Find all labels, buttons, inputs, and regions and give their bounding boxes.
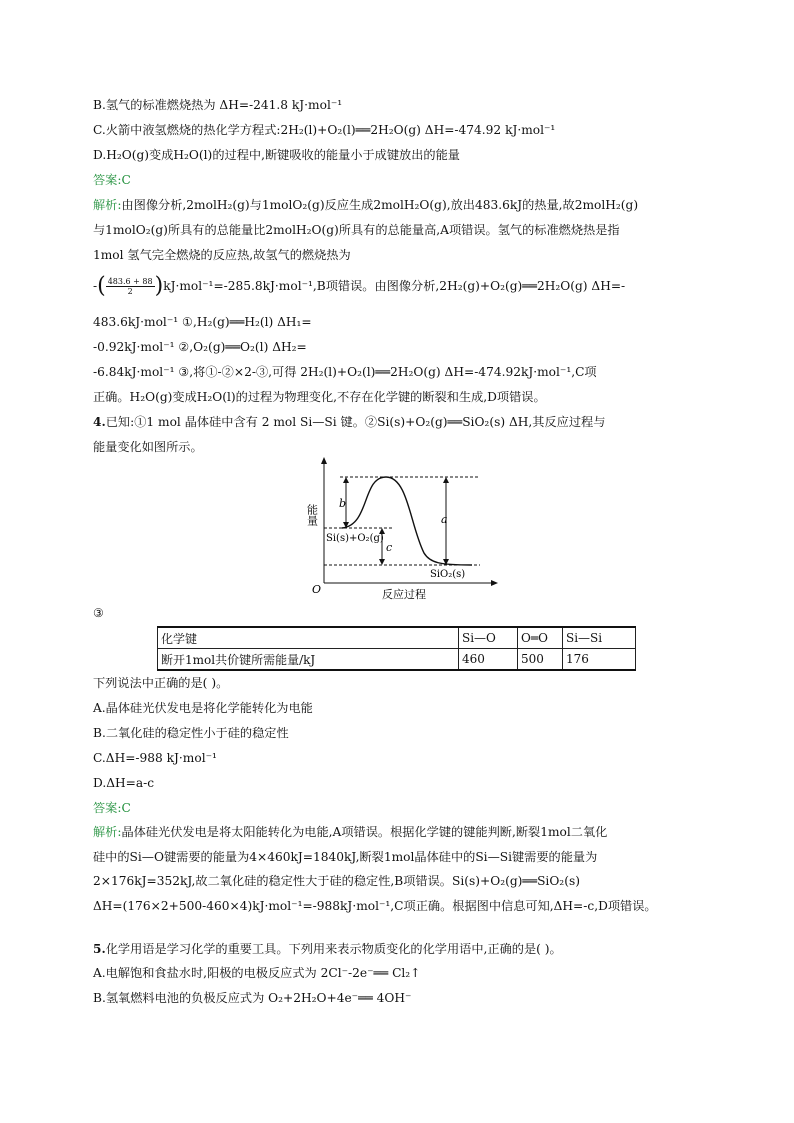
- analysis-text: 晶体硅光伏发电是将太阳能转化为电能,A项错误。根据化学键的键能判断,断裂1mol二氧化: [121, 825, 608, 839]
- table-header-cell: Si—Si: [563, 627, 636, 649]
- fraction: [106, 277, 155, 296]
- q3-analysis-line-4: [93, 275, 713, 297]
- table-header-row: [158, 627, 636, 649]
- x-axis-arrow: [491, 580, 498, 586]
- q4-analysis-line-4: ΔH=(176×2+500-460×4)kJ·mol⁻¹=-988kJ·mol⁻¹,C项正确。根据图中信息可知,ΔH=-c,D项错误。: [93, 899, 657, 913]
- left-paren: (: [97, 273, 106, 299]
- analysis-label: 解析:: [93, 198, 122, 212]
- q3-analysis-line-1: [93, 196, 713, 214]
- analysis-text: 由图像分析,2molH₂(g)与1molO₂(g)反应生成2molH₂O(g),放出483.6kJ的热量,故2molH₂(g): [121, 198, 639, 212]
- label-b: b: [339, 497, 347, 510]
- table-cell: 500: [518, 649, 563, 671]
- question-stem: 化学用语是学习化学的重要工具。下列用来表示物质变化的化学用语中,正确的是( )。: [105, 942, 562, 956]
- right-paren: ): [154, 273, 164, 299]
- q4-option-a: A.晶体硅光伏发电是将化学能转化为电能: [93, 701, 313, 715]
- q4-analysis-line-2: 硅中的Si—O键需要的能量为4×460kJ=1840kJ,断裂1mol晶体硅中的Si—Si键需要的能量为: [93, 850, 598, 864]
- table-header-cell: O═O: [518, 627, 563, 649]
- question-number: 5.: [93, 942, 106, 956]
- label-a: a: [441, 513, 448, 526]
- q3-analysis-line-3: 1mol 氢气完全燃烧的反应热,故氢气的燃烧热为: [93, 248, 351, 262]
- q3-option-d: D.H₂O(g)变成H₂O(l)的过程中,断键吸收的能量小于成键放出的能量: [93, 148, 460, 162]
- analysis-text: kJ·mol⁻¹=-285.8kJ·mol⁻¹,B项错误。由图像分析,2H₂(g)+O₂(g)══2H₂O(g) ΔH=-: [163, 279, 626, 293]
- q4-stem-line-2: 能量变化如图所示。: [93, 440, 203, 454]
- q5-option-a: A.电解饱和食盐水时,阳极的电极反应式为 2Cl⁻-2e⁻══ Cl₂↑: [93, 966, 421, 980]
- question-number: 4.: [93, 415, 106, 429]
- y-axis-label: 能量: [305, 504, 319, 526]
- q4-analysis-line-3: 2×176kJ=352kJ,故二氧化硅的稳定性大于硅的稳定性,B项错误。Si(s)+O₂(g)══SiO₂(s): [93, 874, 580, 888]
- table-cell: 460: [459, 649, 518, 671]
- table-header-cell: Si—O: [459, 627, 518, 649]
- energy-curve: [342, 477, 472, 565]
- q4-option-c: C.ΔH=-988 kJ·mol⁻¹: [93, 751, 217, 765]
- q3-analysis-line-5: 483.6kJ·mol⁻¹ ①,H₂(g)══H₂(l) ΔH₁=: [93, 315, 312, 329]
- x-axis-label: 反应过程: [382, 588, 426, 601]
- question-stem: 已知:①1 mol 晶体硅中含有 2 mol Si—Si 键。②Si(s)+O₂(g)══SiO₂(s) ΔH,其反应过程与: [105, 415, 606, 429]
- reactant-label: Si(s)+O₂(g): [326, 533, 384, 544]
- arrow-a-head-top: [443, 477, 449, 483]
- minus-sign: -: [93, 279, 98, 293]
- q5-stem: [93, 940, 713, 958]
- q3-answer: 答案:C: [93, 173, 131, 187]
- arrow-b-head-top: [343, 477, 349, 483]
- fraction-numerator: 483.6 + 88: [107, 277, 153, 286]
- label-c: c: [386, 541, 393, 554]
- table-header-cell: 化学键: [158, 627, 459, 649]
- arrow-c-head-bottom: [379, 559, 385, 565]
- q4-analysis-line-1: [93, 823, 713, 841]
- table-cell: 176: [563, 649, 636, 671]
- y-axis-arrow: [321, 457, 327, 464]
- q5-option-b: B.氢氧燃料电池的负极反应式为 O₂+2H₂O+4e⁻══ 4OH⁻: [93, 991, 412, 1005]
- table-row: [158, 649, 636, 671]
- bond-energy-table: [157, 626, 636, 671]
- q4-stem-line-1: [93, 413, 713, 431]
- q4-question: 下列说法中正确的是( )。: [93, 676, 229, 690]
- origin-label: O: [312, 583, 322, 596]
- q4-option-d: D.ΔH=a-c: [93, 776, 155, 790]
- q3-analysis-line-6: -0.92kJ·mol⁻¹ ②,O₂(g)══O₂(l) ΔH₂=: [93, 340, 307, 354]
- q3-analysis-line-7: -6.84kJ·mol⁻¹ ③,将①-②×2-③,可得 2H₂(l)+O₂(l)══2H₂O(g) ΔH=-474.92kJ·mol⁻¹,C项: [93, 365, 597, 379]
- q3-option-c: C.火箭中液氢燃烧的热化学方程式:2H₂(l)+O₂(l)══2H₂O(g) ΔH=-474.92 kJ·mol⁻¹: [93, 123, 556, 137]
- q4-circle-3: ③: [93, 606, 104, 620]
- table-cell: 断开1mol共价键所需能量/kJ: [158, 649, 459, 671]
- q3-analysis-line-2: 与1molO₂(g)所具有的总能量比2molH₂O(g)所具有的总能量高,A项错误。氢气的标准燃烧热是指: [93, 223, 620, 237]
- product-label: SiO₂(s): [430, 569, 466, 580]
- analysis-label: 解析:: [93, 825, 122, 839]
- q4-option-b: B.二氧化硅的稳定性小于硅的稳定性: [93, 726, 289, 740]
- q4-answer: 答案:C: [93, 801, 131, 815]
- q3-analysis-line-8: 正确。H₂O(g)变成H₂O(l)的过程为物理变化,不存在化学键的断裂和生成,D项错误。: [93, 390, 546, 404]
- fraction-denominator: 2: [127, 287, 133, 296]
- q3-option-b: B.氢气的标准燃烧热为 ΔH=-241.8 kJ·mol⁻¹: [93, 98, 343, 112]
- energy-diagram: [300, 455, 500, 603]
